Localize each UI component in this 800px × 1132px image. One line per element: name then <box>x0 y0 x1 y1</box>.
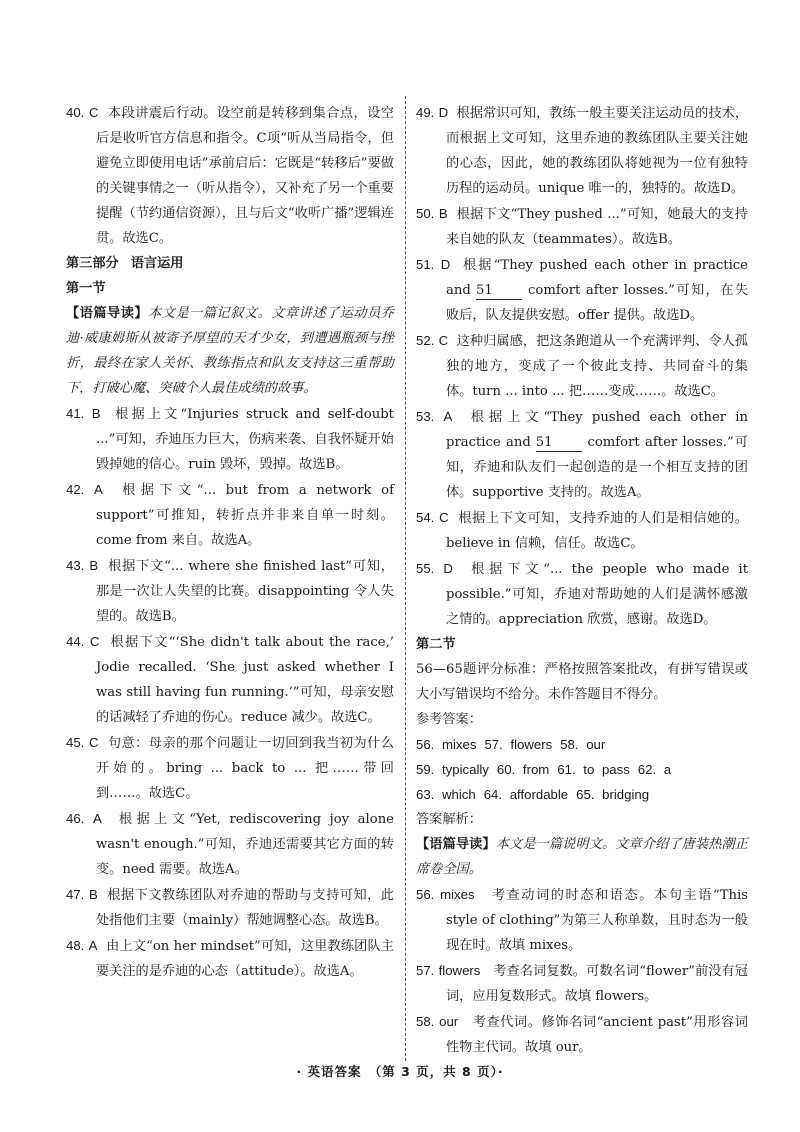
left-column <box>66 100 394 984</box>
answer-46: 46. A 根据上文“Yet, rediscovering joy alone wasn't enough.”可知，乔迪还需要其它方面的转变。need 需要。故选A。 <box>66 811 394 877</box>
answers-row-2: 59. typically 60. from 61. to pass 62. a <box>416 762 672 777</box>
answers-row-3: 63. which 64. affordable 65. bridging <box>416 787 650 802</box>
section-3-heading: 第三部分 语言运用 <box>66 256 184 271</box>
page-footer: · 英语答案 （第 3 页，共 8 页）· <box>296 1064 504 1079</box>
reading-guide-1: 【语篇导读】本文是一篇记叙文。文章讲述了运动员乔迪·威康姆斯从被寄予厚望的天才少女，到遭遇瓶颈与挫折，最终在家人关怀、教练指点和队友支持这三重帮助下，打破心魔、突破个人最佳成绩的故事。 <box>66 306 394 396</box>
answer-44: 44. C 根据下文“‘She didn't talk about the race,’ Jodie recalled. ‘She just asked whether I was still having fun running.’”可知，母亲安慰的话减轻了乔迪的伤心。reduce 减少。故选C。 <box>66 634 394 725</box>
answer-51: 51. D 根据“They pushed each other in practice and 51 comfort after losses.”可知，在失败后，队友提供安慰。offer 提供。故选D。 <box>416 257 748 323</box>
answer-57: 57. flowers 考查名词复数。可数名词“flower”前没有冠词，应用复数形式。故填 flowers。 <box>416 963 748 1004</box>
answer-45: 45. C 句意：母亲的那个问题让一切回到我当初为什么开始的。bring ... back to ... 把……带回到……。故选C。 <box>66 735 394 801</box>
answer-53: 53. A 根据上文“They pushed each other in practice and 51 comfort after losses.”可知，乔迪和队友们一起创造的是一个相互支持的团体。supportive 支持的。故选A。 <box>416 409 748 500</box>
part-1-heading: 第一节 <box>66 281 106 296</box>
reading-guide-2: 【语篇导读】本文是一篇说明文。文章介绍了唐装热潮正席卷全国。 <box>416 837 748 877</box>
blank-51: 51 <box>536 435 582 452</box>
answer-54: 54. C 根据上下文可知，支持乔迪的人们是相信她的。believe in 信赖，信任。故选C。 <box>416 510 748 551</box>
answer-41: 41. B 根据上文“Injuries struck and self-doubt ...”可知，乔迪压力巨大，伤病来袭、自我怀疑开始毁掉她的信心。ruin 毁坏，毁掉。故选B。 <box>66 406 394 472</box>
answer-40: 40. C 本段讲震后行动。设空前是转移到集合点，设空后是收听官方信息和指令。C项“听从当局指令，但避免立即使用电话”承前启后：它既是“转移后”要做的关键事情之一（听从指令），又补充了另一个重要提醒（节约通信资源），且与后文“收听广播”逻辑连贯。故选C。 <box>66 105 394 246</box>
answer-42: 42. A 根据下文“... but from a network of support”可推知，转折点并非来自单一时刻。come from 来自。故选A。 <box>66 482 394 548</box>
blank-51: 51 <box>476 283 522 300</box>
answers-row-1: 56. mixes 57. flowers 58. our <box>416 737 606 752</box>
answer-52: 52. C 这种归属感，把这条跑道从一个充满评判、令人孤独的地方，变成了一个彼此支持、共同奋斗的集体。turn ... into ... 把……变成……。故选C。 <box>416 333 749 399</box>
answer-55: 55. D 根据下文“... the people who made it possible.”可知，乔迪对帮助她的人们是满怀感激之情的。appreciation 欣赏，感谢。故选D。 <box>416 561 748 627</box>
reference-answers-title: 参考答案： <box>416 712 482 727</box>
scoring-criteria: 56—65题评分标准：严格按照答案批改，有拼写错误或大小写错误均不给分。未作答题目不得分。 <box>416 662 748 702</box>
part-2-heading: 第二节 <box>416 637 456 652</box>
answer-50: 50. B 根据下文“They pushed ...”可知，她最大的支持来自她的队友（teammates）。故选B。 <box>416 206 748 247</box>
column-divider <box>405 96 406 1061</box>
analysis-title: 答案解析： <box>416 812 482 827</box>
right-column <box>416 100 748 1060</box>
answer-56: 56. mixes 考查动词的时态和语态。本句主语“This style of clothing”为第三人称单数，且时态为一般现在时。故填 mixes。 <box>416 887 749 953</box>
answer-43: 43. B 根据下文“... where she finished last”可知，那是一次让人失望的比赛。disappointing 令人失望的。故选B。 <box>66 558 394 624</box>
answer-47: 47. B 根据下文教练团队对乔迪的帮助与支持可知，此处指他们主要（mainly）帮她调整心态。故选B。 <box>66 887 394 928</box>
answer-58: 58. our 考查代词。修饰名词“ancient past”用形容词性物主代词。故填 our。 <box>416 1014 748 1055</box>
answer-49: 49. D 根据常识可知，教练一般主要关注运动员的技术，而根据上文可知，这里乔迪的教练团队主要关注她的心态，因此，她的教练团队将她视为一位有独特历程的运动员。unique 唯一的，独特的。故选D。 <box>416 105 749 196</box>
answer-48: 48. A 由上文“on her mindset”可知，这里教练团队主要关注的是乔迪的心态（attitude）。故选A。 <box>66 938 394 979</box>
